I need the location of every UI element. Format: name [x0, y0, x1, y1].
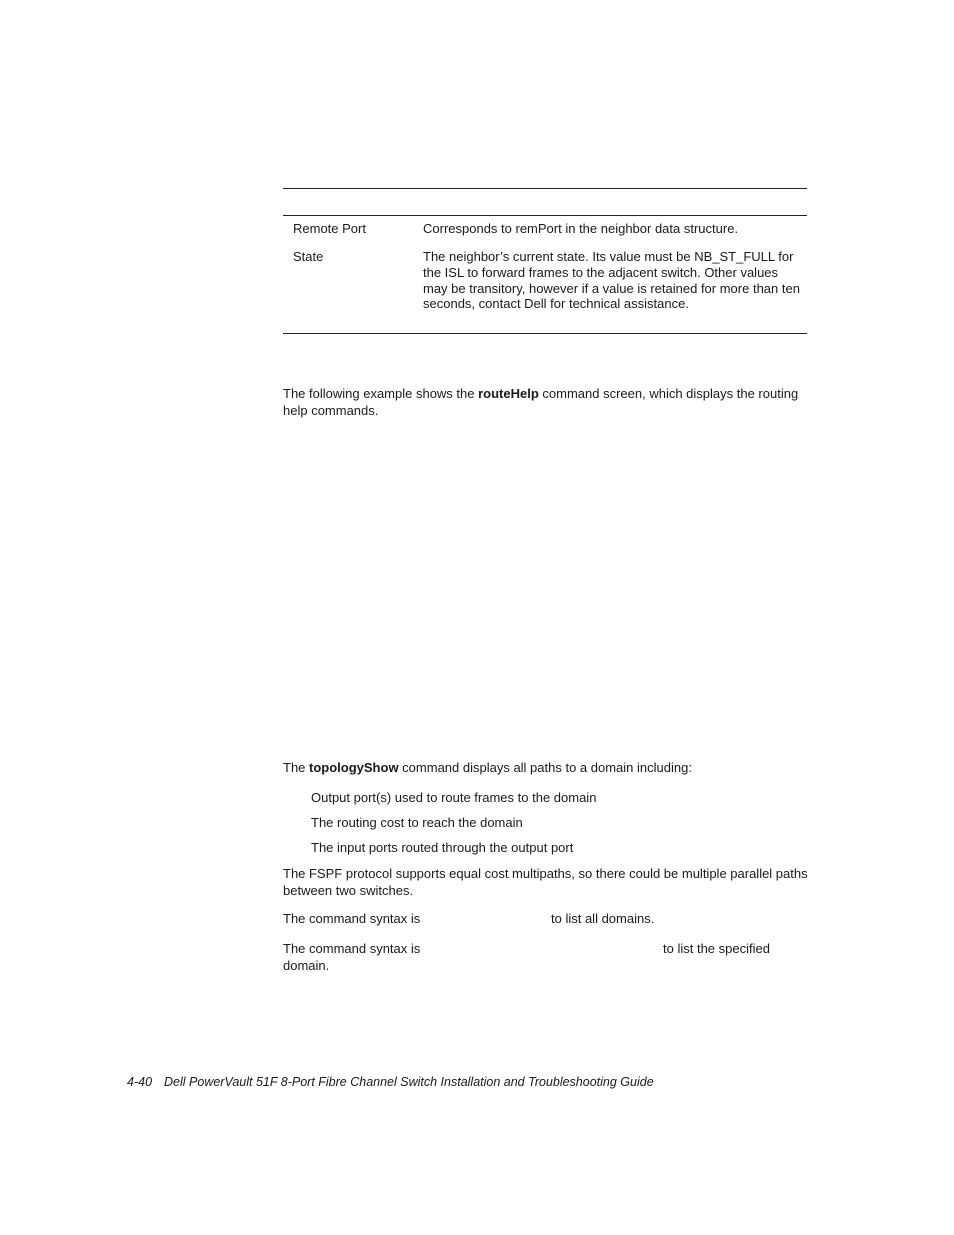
- syntax2-before: The command syntax is: [283, 941, 421, 956]
- topology-intro-before: The: [283, 760, 310, 775]
- table-row-label-remote-port: Remote Port: [293, 221, 366, 236]
- route-help-command: routeHelp: [478, 386, 539, 401]
- table-row-desc-remote-port: Corresponds to remPort in the neighbor data structure.: [423, 221, 739, 236]
- syntax2-tail: domain.: [283, 958, 330, 973]
- list-item-input-ports: The input ports routed through the output port: [311, 840, 574, 855]
- table-bottom-rule: [283, 333, 807, 334]
- topology-intro-after: command displays all paths to a domain including:: [398, 760, 692, 775]
- route-help-text-before: The following example shows the: [283, 386, 479, 401]
- list-item-routing-cost: The routing cost to reach the domain: [311, 815, 523, 830]
- page-number: 4-40: [127, 1075, 153, 1089]
- route-help-text-after: command screen, which displays the routing help commands.: [283, 386, 799, 418]
- page-footer: [127, 1074, 654, 1090]
- syntax2-after: to list the specified: [663, 941, 770, 956]
- route-help-paragraph: [283, 385, 813, 419]
- table-row-desc-state: The neighbor’s current state. Its value must be NB_ST_FULL for the ISL to forward frames to the adjacent switch. Other values may be transitory, however if a value is retained for more than ten seconds, contact Dell for technical assistance.: [423, 249, 800, 312]
- footer-title: Dell PowerVault 51F 8-Port Fibre Channel Switch Installation and Troubleshooting Guide: [164, 1075, 654, 1089]
- topology-command: topologyShow: [309, 760, 399, 775]
- table-top-rule: [283, 188, 807, 189]
- syntax-line-all-domains: [283, 911, 813, 927]
- table-header-rule: [283, 215, 807, 216]
- list-item-output-ports: Output port(s) used to route frames to the domain: [311, 790, 597, 805]
- table-row-label-state: State: [293, 249, 324, 264]
- syntax1-after: to list all domains.: [551, 911, 655, 926]
- topology-intro-paragraph: [283, 760, 813, 776]
- syntax-line-specified-domain: [283, 941, 813, 975]
- fspf-paragraph: The FSPF protocol supports equal cost multipaths, so there could be multiple parallel paths between two switches.: [283, 866, 808, 898]
- syntax1-before: The command syntax is: [283, 911, 421, 926]
